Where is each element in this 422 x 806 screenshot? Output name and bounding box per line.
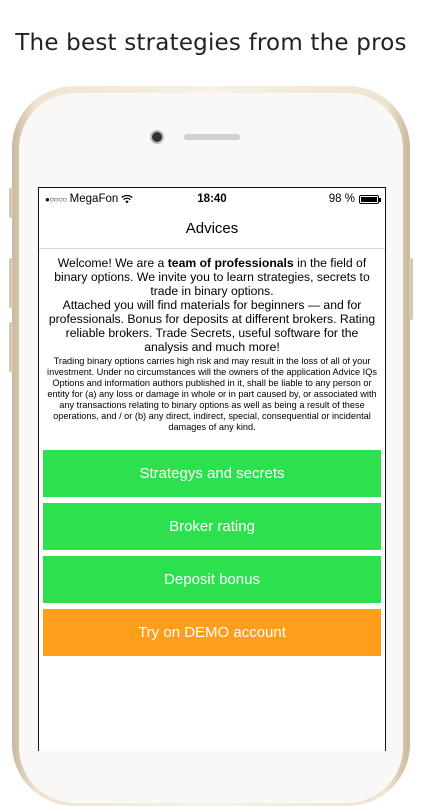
battery-percent: 98 % — [328, 193, 355, 205]
carrier-name: MegaFon — [69, 193, 119, 205]
intro-text-end: in the field of binary options. We invite you to learn strategies, secrets to trade in binary options. — [54, 256, 370, 298]
earpiece-speaker — [184, 134, 240, 140]
page-title: Advices — [185, 220, 239, 237]
intro-text-start: Welcome! We are a — [57, 256, 168, 270]
intro-paragraph-2: Attached you will find materials for beginners — and for professionals. Bonus for deposits at different brokers. Rating reliable brokers. Trade Secrets, useful software for the analysis and much more! — [48, 298, 376, 354]
intro-bold-text: team of professionals — [167, 256, 294, 270]
promo-headline: The best strategies from the pros — [15, 30, 407, 56]
risk-disclaimer: Trading binary options carries high risk and may result in the loss of all of your investment. Under no circumstances will the owners of the application Advice IQs Options and information authors published in it, shall be liable to any person or entity for (a) any loss or damage in whole or in part caused by, or associated with any transactions relating to binary options as well as being a result of these operations, and / or (b) any direct, indirect, special, consequential or incidental damages of any kind. — [47, 356, 377, 432]
intro-paragraph — [43, 256, 381, 298]
signal-strength-icon: ●○○○○ — [45, 194, 67, 204]
intro-content — [43, 256, 381, 433]
battery-icon — [359, 195, 379, 204]
status-time: 18:40 — [197, 193, 227, 205]
front-camera — [152, 132, 162, 142]
status-bar — [39, 188, 385, 210]
phone-power-button — [409, 258, 413, 320]
app-screen — [38, 187, 386, 751]
phone-volume-down — [9, 322, 13, 372]
deposit-bonus-button[interactable]: Deposit bonus — [43, 556, 381, 603]
navigation-bar — [39, 210, 385, 249]
status-right — [329, 193, 379, 205]
demo-account-button[interactable]: Try on DEMO account — [43, 609, 381, 656]
broker-rating-button[interactable]: Broker rating — [43, 503, 381, 550]
battery-fill — [361, 197, 377, 202]
phone-mute-switch — [9, 188, 13, 218]
phone-volume-up — [9, 258, 13, 308]
strategies-button[interactable]: Strategys and secrets — [43, 450, 381, 497]
